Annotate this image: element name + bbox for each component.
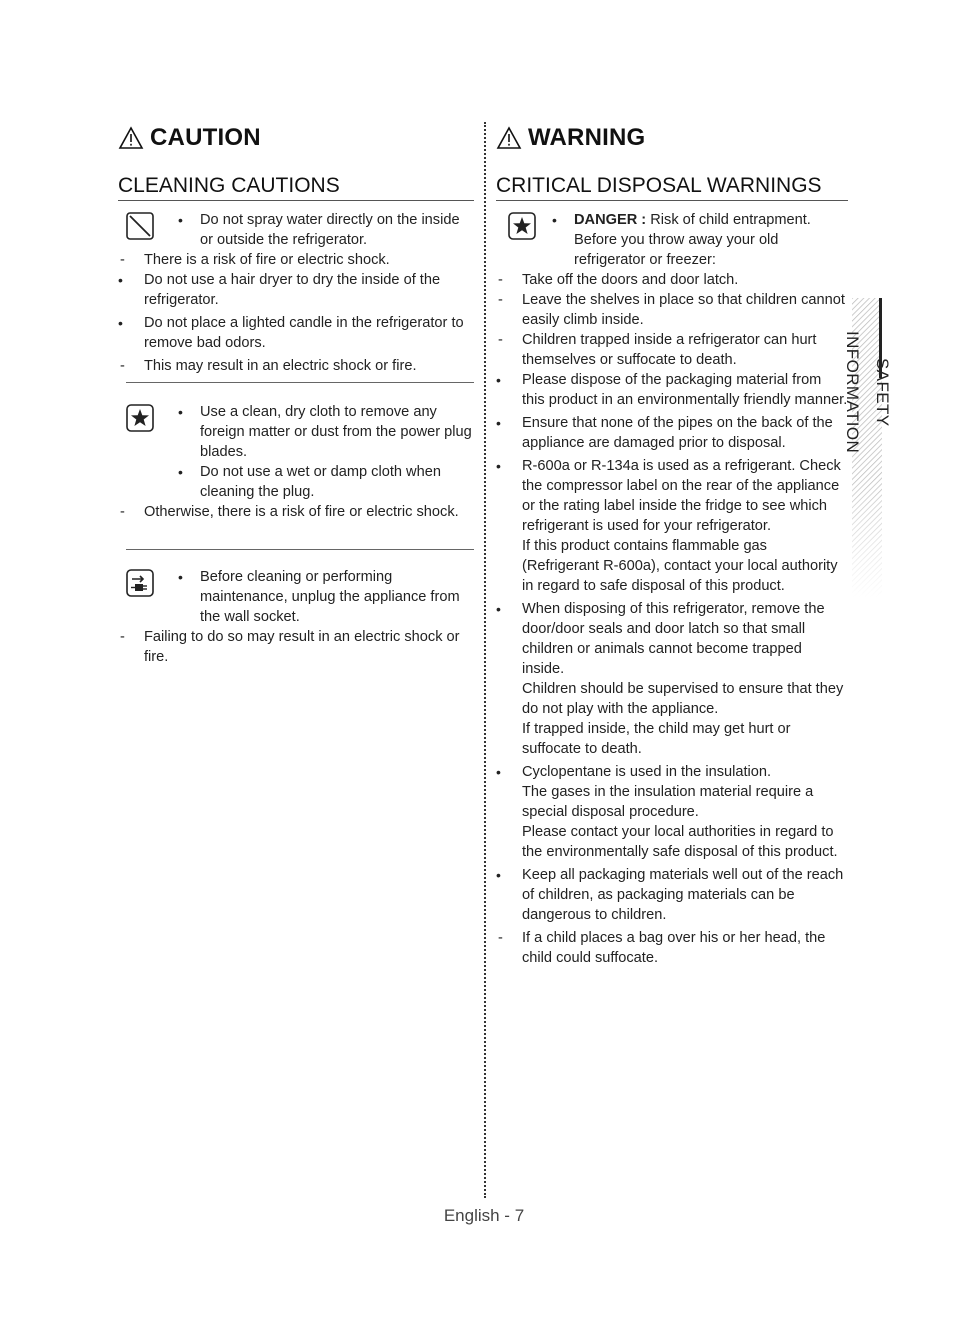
caution-lead-text: • Use a clean, dry cloth to remove any foreign matter or dust from the power plug blades. [178,402,474,462]
warning-header [496,124,645,152]
page-footer: English - 7 [443,1206,525,1225]
danger-label: DANGER : [574,212,647,228]
important-star-icon [126,404,154,432]
list-item-continuation: Please contact your local authorities in regard to the environmentally safe disposal of this product. [522,824,838,860]
caution-lead-text: • Do not spray water directly on the inside or outside the refrigerator. [178,210,474,250]
list-item: • Ensure that none of the pipes on the back of the appliance are damaged prior to disposal. [496,413,848,453]
unplug-icon [126,569,154,597]
list-item-continuation: If this product contains flammable gas (Refrigerant R-600a), contact your local authority in regard to safe disposal of this product. [522,538,838,594]
danger-lead [552,210,848,270]
caution-header [118,124,261,152]
list-item: • Keep all packaging materials well out of the reach of children, as packaging materials can be dangerous to children. [496,865,848,925]
disposal-warnings-title: CRITICAL DISPOSAL WARNINGS [496,174,848,201]
list-item: - There is a risk of fire or electric shock. [118,250,474,270]
section-divider [126,549,474,550]
cleaning-cautions-title: CLEANING CAUTIONS [118,174,474,201]
caution-lead-text-2: • Do not use a wet or damp cloth when cleaning the plug. [178,462,474,502]
list-item: - This may result in an electric shock or fire. [118,356,474,376]
list-item: - If a child places a bag over his or her head, the child could suffocate. [496,928,848,968]
list-item: • Do not use a hair dryer to dry the inside of the refrigerator. [118,270,474,310]
caution-block-unplug [118,567,474,667]
list-item: - Otherwise, there is a risk of fire or electric shock. [118,502,474,522]
list-item: - Children trapped inside a refrigerator can hurt themselves or suffocate to death. [496,330,848,370]
warning-triangle-icon [118,126,144,150]
warning-triangle-icon [496,126,522,150]
list-item-continuation: If trapped inside, the child may get hurt or suffocate to death. [522,721,791,757]
caution-block-plug-cleaning [118,402,474,522]
caution-title: CAUTION [150,124,261,151]
no-spray-icon [126,212,154,240]
list-item-continuation: The gases in the insulation material require a special disposal procedure. [522,784,814,820]
list-item: • Please dispose of the packaging material from this product in an environmentally friendly manner. [496,370,848,410]
caution-lead-text: • Before cleaning or performing maintenance, unplug the appliance from the wall socket. [178,567,474,627]
list-item: - Leave the shelves in place so that children cannot easily climb inside. [496,290,848,330]
caution-block-no-spray [118,210,474,376]
section-divider [126,382,474,383]
list-item: • When disposing of this refrigerator, remove the door/door seals and door latch so that small children or animals cannot become trapped inside. [496,599,848,679]
list-item: • Do not place a lighted candle in the refrigerator to remove bad odors. [118,313,474,353]
side-tab-label: SAFETY INFORMATION [843,330,892,454]
important-star-icon [508,212,536,240]
warning-block [496,210,848,968]
danger-text: Risk of child entrapment. Before you throw away your old refrigerator or freezer: [574,212,811,268]
list-item: • R-600a or R-134a is used as a refrigerant. Check the compressor label on the rear of the appliance or the rating label inside the fridge to see which refrigerant is used for your refrigerator. [496,456,848,536]
list-item: - Take off the doors and door latch. [496,270,848,290]
list-item-continuation: Children should be supervised to ensure that they do not play with the appliance. [522,681,844,717]
list-item: - Failing to do so may result in an electric shock or fire. [118,627,474,667]
list-item: • Cyclopentane is used in the insulation. [496,762,848,782]
column-separator [484,122,486,1198]
warning-title: WARNING [528,124,646,151]
